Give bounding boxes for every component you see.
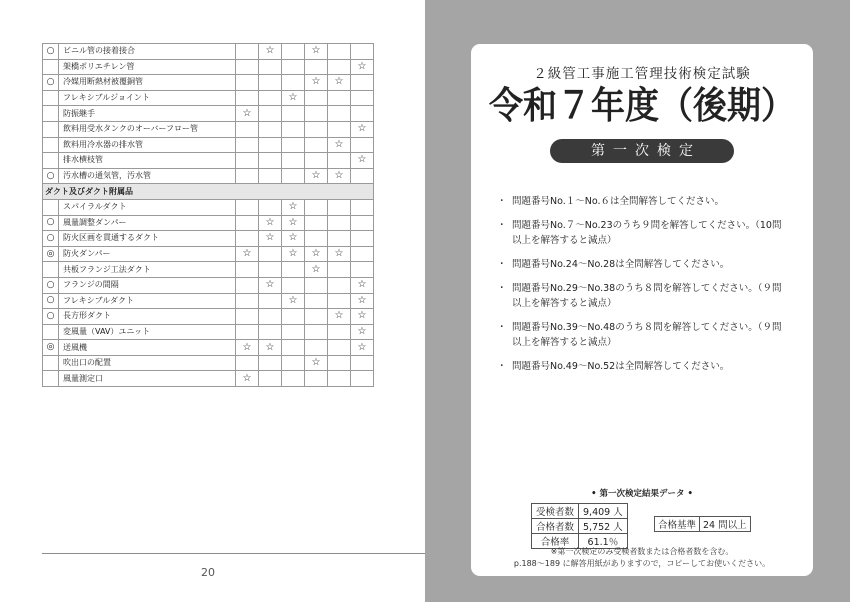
frequency-star-cell: ☆ [305,246,328,262]
importance-mark [43,59,59,75]
frequency-star-cell [305,324,328,340]
topic-row [43,371,374,387]
importance-mark: ◎ [43,246,59,262]
stats-value: 61.1％ [579,534,628,549]
importance-mark [43,121,59,137]
frequency-star-cell: ☆ [282,246,305,262]
frequency-star-cell [328,324,351,340]
frequency-star-cell [236,293,259,309]
topic-name: 共板フランジ工法ダクト [59,262,236,278]
frequency-star-cell [236,309,259,325]
frequency-star-cell [282,262,305,278]
frequency-star-cell [328,371,351,387]
right-page [425,0,850,602]
frequency-star-cell [259,371,282,387]
exam-title: 令和７年度（後期） [489,84,795,128]
frequency-star-cell [282,137,305,153]
frequency-star-cell: ☆ [259,44,282,60]
frequency-star-cell [328,293,351,309]
frequency-star-cell [236,90,259,106]
importance-mark [43,90,59,106]
instruction-item: ・ 問題番号No.29～No.38のうち８問を解答してください。（９問以上を解答すると減点） [503,281,787,311]
frequency-star-cell: ☆ [259,277,282,293]
frequency-star-cell [236,121,259,137]
frequency-star-cell [328,215,351,231]
frequency-star-cell [305,309,328,325]
frequency-star-cell [259,309,282,325]
frequency-star-cell [351,199,374,215]
topic-name: 送風機 [59,340,236,356]
frequency-star-cell: ☆ [351,121,374,137]
frequency-star-cell: ☆ [259,340,282,356]
frequency-star-cell [305,106,328,122]
results-stats-table [531,503,628,549]
pass-criteria-table [654,516,751,532]
frequency-star-cell [259,137,282,153]
frequency-star-cell [328,44,351,60]
importance-mark [43,137,59,153]
frequency-star-cell [259,75,282,91]
importance-mark [43,324,59,340]
frequency-star-cell [259,324,282,340]
frequency-star-cell [236,262,259,278]
frequency-star-cell: ☆ [305,44,328,60]
frequency-star-cell [236,277,259,293]
topic-name: ビニル管の接着接合 [59,44,236,60]
frequency-star-cell [282,153,305,169]
topic-name: フレキシブルダクト [59,293,236,309]
exam-stage-pill: 第一次検定 [550,139,734,163]
frequency-star-cell [282,59,305,75]
frequency-star-cell [236,324,259,340]
stats-label: 受検者数 [532,504,579,519]
frequency-star-cell [259,121,282,137]
frequency-star-cell [282,121,305,137]
frequency-star-cell [351,355,374,371]
frequency-star-cell [282,106,305,122]
frequency-star-cell [282,75,305,91]
answer-sheet-note: p.188～189 に解答用紙がありますので，コピーしてお使いください。 [513,559,771,568]
frequency-star-cell [282,44,305,60]
frequency-star-cell [305,293,328,309]
topic-name: フランジの間隔 [59,277,236,293]
frequency-star-cell: ☆ [282,90,305,106]
section-header: ダクト及びダクト附属品 [43,184,374,200]
frequency-star-cell [351,215,374,231]
frequency-star-cell: ☆ [305,262,328,278]
topic-name: 風量測定口 [59,371,236,387]
topic-row [43,75,374,91]
frequency-star-cell: ☆ [236,340,259,356]
frequency-star-cell [282,309,305,325]
topic-row [43,262,374,278]
frequency-star-cell: ☆ [236,371,259,387]
frequency-star-cell [351,90,374,106]
topic-name: 飲料用冷水器の排水管 [59,137,236,153]
topic-row [43,324,374,340]
frequency-star-cell [282,355,305,371]
frequency-star-cell: ☆ [305,168,328,184]
frequency-star-cell [259,153,282,169]
frequency-star-cell: ☆ [282,215,305,231]
topic-frequency-table [42,43,374,387]
frequency-star-cell: ☆ [328,246,351,262]
importance-mark: ○ [43,231,59,247]
frequency-star-cell [328,121,351,137]
frequency-star-cell [328,262,351,278]
instruction-item: ・ 問題番号No.39～No.48のうち８問を解答してください。（９問以上を解答すると減点） [503,320,787,350]
stats-row [532,519,628,534]
importance-mark: ○ [43,309,59,325]
importance-mark [43,153,59,169]
frequency-star-cell: ☆ [236,106,259,122]
topic-name: スパイラルダクト [59,199,236,215]
topic-name: 防振継手 [59,106,236,122]
criteria-row [655,517,751,532]
importance-mark [43,106,59,122]
topic-name: 吹出口の配置 [59,355,236,371]
frequency-star-cell [236,75,259,91]
frequency-star-cell [328,231,351,247]
topic-row [43,355,374,371]
frequency-star-cell [351,168,374,184]
importance-mark: ◎ [43,340,59,356]
frequency-star-cell: ☆ [328,137,351,153]
topic-row [43,199,374,215]
frequency-star-cell [351,137,374,153]
frequency-star-cell [328,153,351,169]
frequency-star-cell: ☆ [259,231,282,247]
frequency-star-cell [305,340,328,356]
frequency-star-cell [305,137,328,153]
frequency-star-cell [282,277,305,293]
frequency-star-cell: ☆ [351,153,374,169]
importance-mark [43,262,59,278]
frequency-star-cell [259,199,282,215]
frequency-star-cell [351,371,374,387]
stats-value: 5,752 人 [579,519,628,534]
instruction-list [503,194,787,374]
instruction-item: ・ 問題番号No.１～No.６は全問解答してください。 [503,194,787,209]
topic-name: 汚水槽の通気管，汚水管 [59,168,236,184]
topic-row [43,246,374,262]
frequency-star-cell: ☆ [282,199,305,215]
frequency-star-cell [328,90,351,106]
importance-mark [43,355,59,371]
section-header-row [43,184,374,200]
frequency-star-cell [351,231,374,247]
importance-mark [43,199,59,215]
instruction-item: ・ 問題番号No.49～No.52は全問解答してください。 [503,359,787,374]
topic-row [43,44,374,60]
frequency-star-cell [351,75,374,91]
topic-row [43,153,374,169]
frequency-star-cell [236,215,259,231]
topic-row [43,293,374,309]
topic-row [43,309,374,325]
frequency-star-cell: ☆ [351,324,374,340]
topic-name: 飲料用受水タンクのオーバーフロー管 [59,121,236,137]
results-section [471,487,813,548]
frequency-star-cell: ☆ [328,75,351,91]
frequency-star-cell [236,44,259,60]
importance-mark: ○ [43,277,59,293]
topic-row [43,90,374,106]
frequency-star-cell [236,137,259,153]
topic-row [43,59,374,75]
frequency-star-cell: ☆ [351,59,374,75]
importance-mark: ○ [43,75,59,91]
frequency-star-cell: ☆ [328,168,351,184]
frequency-star-cell [259,90,282,106]
frequency-star-cell [328,59,351,75]
frequency-star-cell [236,355,259,371]
frequency-star-cell [351,262,374,278]
frequency-star-cell [305,59,328,75]
topic-name: 冷媒用断熱材被覆銅管 [59,75,236,91]
frequency-star-cell [328,106,351,122]
frequency-star-cell: ☆ [351,277,374,293]
topic-row [43,168,374,184]
frequency-star-cell [282,340,305,356]
frequency-star-cell: ☆ [282,293,305,309]
frequency-star-cell [236,231,259,247]
footnote: ※第一次検定のみ受検者数または合格者数を含む。 [550,547,734,556]
importance-mark: ○ [43,168,59,184]
stats-label: 合格者数 [532,519,579,534]
frequency-star-cell: ☆ [305,355,328,371]
frequency-star-cell [305,277,328,293]
frequency-star-cell [236,153,259,169]
topic-name: 風量調整ダンパー [59,215,236,231]
topic-row [43,340,374,356]
topic-row [43,137,374,153]
frequency-star-cell [259,293,282,309]
topic-name: 長方形ダクト [59,309,236,325]
frequency-star-cell [305,231,328,247]
frequency-star-cell [236,199,259,215]
frequency-star-cell [259,262,282,278]
frequency-star-cell [305,199,328,215]
topic-name: 排水横枝管 [59,153,236,169]
instruction-item: ・ 問題番号No.24～No.28は全問解答してください。 [503,257,787,272]
topic-row [43,231,374,247]
topic-name: 防火区画を貫通するダクト [59,231,236,247]
stats-row [532,504,628,519]
frequency-star-cell [236,168,259,184]
frequency-star-cell [351,246,374,262]
instruction-item: ・ 問題番号No.７～No.23のうち９問を解答してください。（10問以上を解答すると減点） [503,218,787,248]
frequency-star-cell [305,215,328,231]
frequency-star-cell [328,199,351,215]
frequency-star-cell [351,106,374,122]
frequency-star-cell [236,59,259,75]
frequency-star-cell [282,371,305,387]
topic-name: 防火ダンパー [59,246,236,262]
topic-row [43,277,374,293]
frequency-star-cell [259,246,282,262]
importance-mark: ○ [43,44,59,60]
frequency-star-cell [328,355,351,371]
frequency-star-cell [259,355,282,371]
stats-label: 合格率 [532,534,579,549]
frequency-star-cell: ☆ [259,215,282,231]
page-rule [42,553,425,554]
frequency-star-cell: ☆ [282,231,305,247]
frequency-star-cell [282,168,305,184]
topic-row [43,106,374,122]
importance-mark: ○ [43,293,59,309]
frequency-star-cell: ☆ [328,309,351,325]
importance-mark: ○ [43,215,59,231]
topic-name: 変風量（VAV）ユニット [59,324,236,340]
frequency-star-cell: ☆ [305,75,328,91]
frequency-star-cell: ☆ [236,246,259,262]
frequency-star-cell [259,106,282,122]
stats-value: 9,409 人 [579,504,628,519]
frequency-star-cell [328,340,351,356]
frequency-star-cell [328,277,351,293]
topic-row [43,215,374,231]
results-title: • 第一次検定結果データ • [591,489,693,499]
frequency-star-cell [282,324,305,340]
frequency-star-cell: ☆ [351,293,374,309]
frequency-star-cell [259,168,282,184]
topic-name: フレキシブルジョイント [59,90,236,106]
frequency-star-cell: ☆ [351,309,374,325]
criteria-value: 24 問以上 [700,517,751,532]
criteria-label: 合格基準 [655,517,700,532]
frequency-star-cell [305,371,328,387]
exam-subtitle: ２級管工事施工管理技術検定試験 [533,66,751,82]
frequency-star-cell [305,121,328,137]
frequency-star-cell [351,44,374,60]
topic-row [43,121,374,137]
frequency-star-cell: ☆ [351,340,374,356]
frequency-star-cell [259,59,282,75]
importance-mark [43,371,59,387]
page-number: 20 [201,566,215,579]
exam-info-card [471,44,813,576]
frequency-star-cell [305,153,328,169]
topic-name: 架橋ポリエチレン管 [59,59,236,75]
frequency-star-cell [305,90,328,106]
